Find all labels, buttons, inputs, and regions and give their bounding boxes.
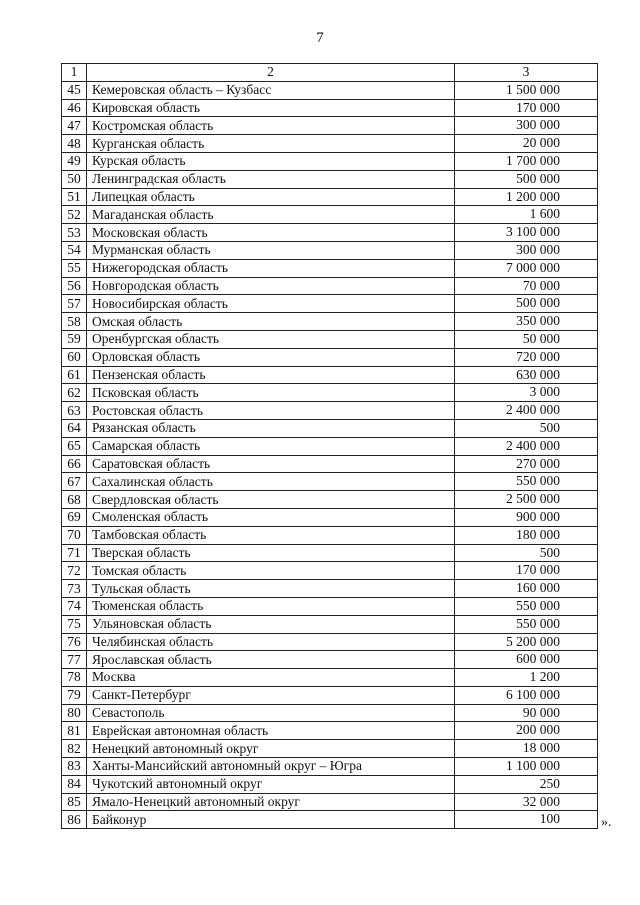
row-number: 66 — [62, 455, 87, 473]
table-row — [62, 384, 598, 402]
amount-value: 250 — [455, 775, 598, 793]
table-row — [62, 81, 598, 99]
amount-value: 500 — [455, 419, 598, 437]
table-row — [62, 330, 598, 348]
region-name: Кировская область — [87, 99, 455, 117]
region-name: Ростовская область — [87, 402, 455, 420]
table-row — [62, 277, 598, 295]
amount-value: 100 — [455, 811, 598, 829]
region-name: Свердловская область — [87, 491, 455, 509]
region-name: Пензенская область — [87, 366, 455, 384]
amount-value: 6 100 000 — [455, 686, 598, 704]
row-number: 64 — [62, 419, 87, 437]
table-row — [62, 508, 598, 526]
table-row — [62, 99, 598, 117]
amount-value: 180 000 — [455, 526, 598, 544]
row-number: 63 — [62, 402, 87, 420]
header-row — [62, 64, 598, 82]
row-number: 85 — [62, 793, 87, 811]
amount-value: 500 — [455, 544, 598, 562]
region-name: Новгородская область — [87, 277, 455, 295]
table-row — [62, 793, 598, 811]
row-number: 45 — [62, 81, 87, 99]
amount-value: 350 000 — [455, 313, 598, 331]
amount-value: 1 100 000 — [455, 758, 598, 776]
region-name: Ярославская область — [87, 651, 455, 669]
row-number: 70 — [62, 526, 87, 544]
row-number: 69 — [62, 508, 87, 526]
region-name: Ямало-Ненецкий автономный округ — [87, 793, 455, 811]
amount-value: 7 000 000 — [455, 259, 598, 277]
amount-value: 1 700 000 — [455, 152, 598, 170]
amount-value: 1 600 — [455, 206, 598, 224]
amount-value: 3 000 — [455, 384, 598, 402]
amount-value: 50 000 — [455, 330, 598, 348]
table-row — [62, 402, 598, 420]
amount-value: 1 200 000 — [455, 188, 598, 206]
row-number: 60 — [62, 348, 87, 366]
table-row — [62, 135, 598, 153]
region-name: Мурманская область — [87, 241, 455, 259]
row-number: 83 — [62, 758, 87, 776]
page-number: 7 — [316, 30, 324, 46]
amount-value: 2 500 000 — [455, 491, 598, 509]
amount-value: 1 200 — [455, 669, 598, 687]
header-col-3: 3 — [455, 64, 598, 82]
region-name: Кемеровская область – Кузбасс — [87, 81, 455, 99]
amount-value: 270 000 — [455, 455, 598, 473]
row-number: 86 — [62, 811, 87, 829]
amount-value: 600 000 — [455, 651, 598, 669]
region-name: Ханты-Мансийский автономный округ – Югра — [87, 758, 455, 776]
amount-value: 1 500 000 — [455, 81, 598, 99]
row-number: 47 — [62, 117, 87, 135]
table-row — [62, 348, 598, 366]
region-name: Томская область — [87, 562, 455, 580]
amount-value: 18 000 — [455, 740, 598, 758]
amount-value: 630 000 — [455, 366, 598, 384]
region-name: Оренбургская область — [87, 330, 455, 348]
table-row — [62, 437, 598, 455]
row-number: 82 — [62, 740, 87, 758]
amount-value: 300 000 — [455, 117, 598, 135]
row-number: 65 — [62, 437, 87, 455]
row-number: 52 — [62, 206, 87, 224]
row-number: 84 — [62, 775, 87, 793]
region-name: Магаданская область — [87, 206, 455, 224]
table-row — [62, 473, 598, 491]
region-name: Москва — [87, 669, 455, 687]
table-row — [62, 188, 598, 206]
amount-value: 70 000 — [455, 277, 598, 295]
row-number: 55 — [62, 259, 87, 277]
amount-value: 170 000 — [455, 99, 598, 117]
region-name: Ленинградская область — [87, 170, 455, 188]
row-number: 61 — [62, 366, 87, 384]
table-row — [62, 313, 598, 331]
region-name: Курганская область — [87, 135, 455, 153]
table-row — [62, 704, 598, 722]
table-row — [62, 526, 598, 544]
region-name: Еврейская автономная область — [87, 722, 455, 740]
region-name: Тамбовская область — [87, 526, 455, 544]
amount-value: 2 400 000 — [455, 402, 598, 420]
table-row — [62, 775, 598, 793]
table-row — [62, 722, 598, 740]
table-row — [62, 366, 598, 384]
amount-value: 90 000 — [455, 704, 598, 722]
region-name: Байконур — [87, 811, 455, 829]
table-row — [62, 206, 598, 224]
row-number: 79 — [62, 686, 87, 704]
row-number: 77 — [62, 651, 87, 669]
table-row — [62, 152, 598, 170]
row-number: 76 — [62, 633, 87, 651]
row-number: 72 — [62, 562, 87, 580]
amount-value: 550 000 — [455, 597, 598, 615]
row-number: 50 — [62, 170, 87, 188]
row-number: 73 — [62, 580, 87, 598]
amount-value: 170 000 — [455, 562, 598, 580]
amount-value: 900 000 — [455, 508, 598, 526]
region-name: Омская область — [87, 313, 455, 331]
region-name: Самарская область — [87, 437, 455, 455]
table-row — [62, 419, 598, 437]
row-number: 75 — [62, 615, 87, 633]
region-name: Нижегородская область — [87, 259, 455, 277]
amount-value: 550 000 — [455, 473, 598, 491]
region-name: Псковская область — [87, 384, 455, 402]
table-row — [62, 669, 598, 687]
row-number: 71 — [62, 544, 87, 562]
table-row — [62, 686, 598, 704]
table-row — [62, 615, 598, 633]
region-name: Орловская область — [87, 348, 455, 366]
row-number: 67 — [62, 473, 87, 491]
region-name: Тюменская область — [87, 597, 455, 615]
region-name: Саратовская область — [87, 455, 455, 473]
amount-value: 5 200 000 — [455, 633, 598, 651]
amount-value: 160 000 — [455, 580, 598, 598]
header-col-1: 1 — [62, 64, 87, 82]
region-name: Ненецкий автономный округ — [87, 740, 455, 758]
table-row — [62, 597, 598, 615]
region-name: Тверская область — [87, 544, 455, 562]
region-name: Липецкая область — [87, 188, 455, 206]
region-name: Рязанская область — [87, 419, 455, 437]
amount-value: 2 400 000 — [455, 437, 598, 455]
row-number: 56 — [62, 277, 87, 295]
region-name: Смоленская область — [87, 508, 455, 526]
amount-value: 32 000 — [455, 793, 598, 811]
amount-value: 3 100 000 — [455, 224, 598, 242]
row-number: 51 — [62, 188, 87, 206]
table-row — [62, 455, 598, 473]
header-col-2: 2 — [87, 64, 455, 82]
table-row — [62, 740, 598, 758]
amount-value: 550 000 — [455, 615, 598, 633]
table-row — [62, 224, 598, 242]
row-number: 49 — [62, 152, 87, 170]
table-row — [62, 651, 598, 669]
amount-value: 720 000 — [455, 348, 598, 366]
amount-value: 20 000 — [455, 135, 598, 153]
row-number: 57 — [62, 295, 87, 313]
row-number: 46 — [62, 99, 87, 117]
table-row — [62, 117, 598, 135]
table-row — [62, 544, 598, 562]
table-row — [62, 580, 598, 598]
region-name: Сахалинская область — [87, 473, 455, 491]
table-row — [62, 562, 598, 580]
region-name: Ульяновская область — [87, 615, 455, 633]
region-name: Челябинская область — [87, 633, 455, 651]
amount-value: 300 000 — [455, 241, 598, 259]
region-name: Санкт-Петербург — [87, 686, 455, 704]
table-row — [62, 811, 598, 829]
row-number: 68 — [62, 491, 87, 509]
table-row — [62, 633, 598, 651]
allocation-table — [61, 63, 598, 829]
table-row — [62, 295, 598, 313]
region-name: Московская область — [87, 224, 455, 242]
row-number: 48 — [62, 135, 87, 153]
row-number: 53 — [62, 224, 87, 242]
region-name: Севастополь — [87, 704, 455, 722]
region-name: Тульская область — [87, 580, 455, 598]
table-row — [62, 170, 598, 188]
region-name: Новосибирская область — [87, 295, 455, 313]
region-name: Костромская область — [87, 117, 455, 135]
row-number: 80 — [62, 704, 87, 722]
amount-value: 500 000 — [455, 295, 598, 313]
closing-quote: ». — [601, 815, 612, 830]
table-row — [62, 758, 598, 776]
table-row — [62, 491, 598, 509]
row-number: 54 — [62, 241, 87, 259]
row-number: 58 — [62, 313, 87, 331]
region-name: Чукотский автономный округ — [87, 775, 455, 793]
row-number: 62 — [62, 384, 87, 402]
amount-value: 200 000 — [455, 722, 598, 740]
table-row — [62, 259, 598, 277]
row-number: 59 — [62, 330, 87, 348]
amount-value: 500 000 — [455, 170, 598, 188]
row-number: 81 — [62, 722, 87, 740]
table-row — [62, 241, 598, 259]
row-number: 78 — [62, 669, 87, 687]
row-number: 74 — [62, 597, 87, 615]
region-name: Курская область — [87, 152, 455, 170]
